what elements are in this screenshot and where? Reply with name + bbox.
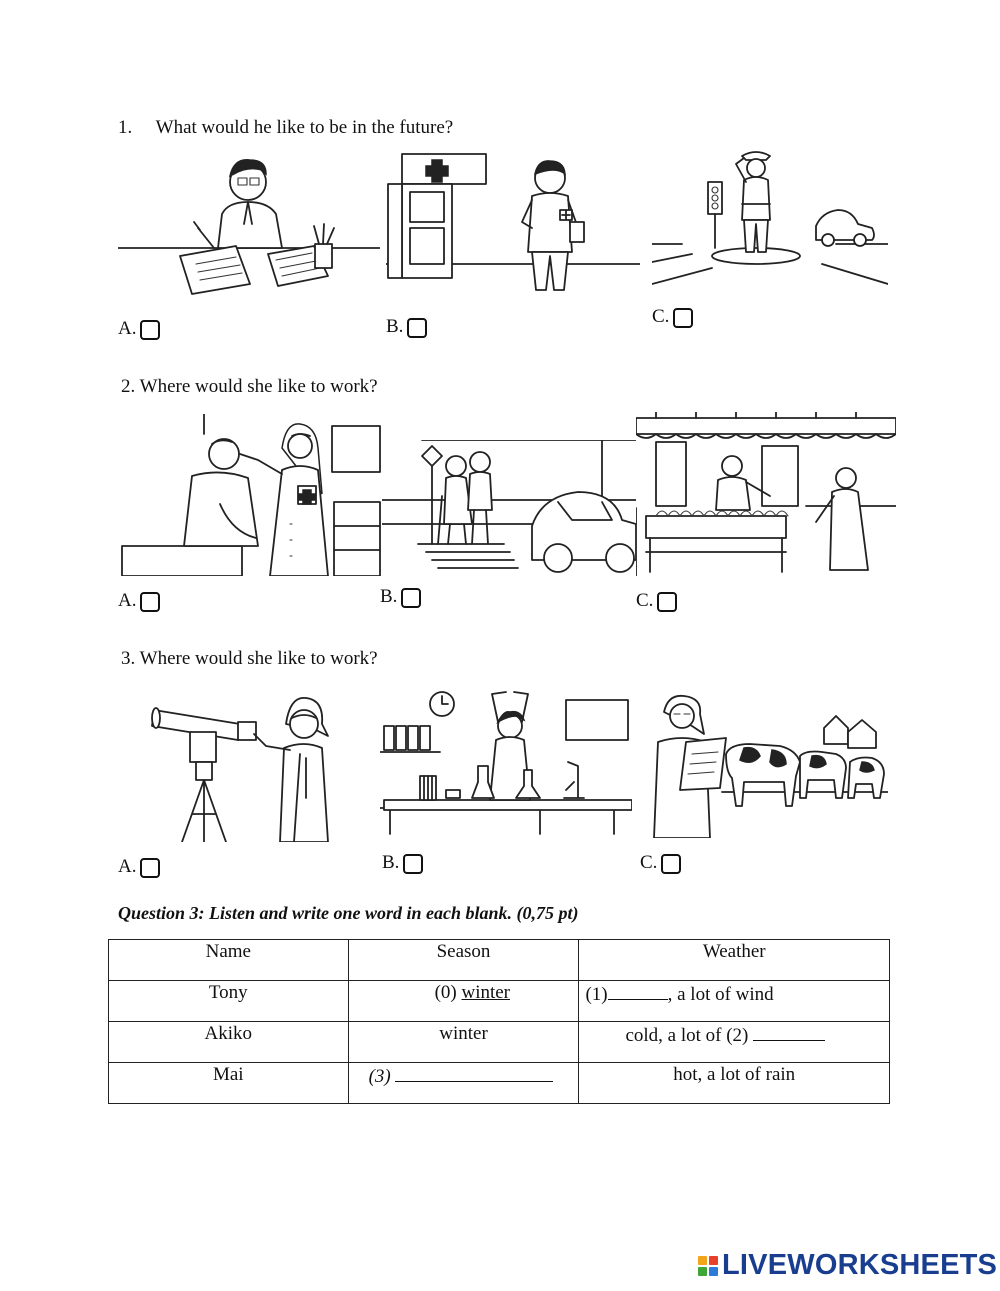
cell-name: Tony <box>109 981 349 1022</box>
question-1-text: 1. What would he like to be in the future? <box>118 117 454 138</box>
answer-blank-2[interactable] <box>753 1023 825 1041</box>
question-3-option-c-picture <box>640 694 888 838</box>
question-1-option-a-picture <box>118 152 380 298</box>
question-1-option-b <box>386 316 427 338</box>
cell-weather: hot, a lot of rain <box>579 1063 890 1104</box>
listening-table <box>108 939 890 1104</box>
cell-name: Mai <box>109 1063 349 1104</box>
question-3-option-a <box>118 856 160 878</box>
blank-number-1: (1) <box>585 984 608 1005</box>
logo-square <box>709 1267 718 1276</box>
question-1-option-b-checkbox[interactable] <box>407 318 427 338</box>
question-1-option-b-picture <box>386 152 640 298</box>
question-1-option-a-checkbox[interactable] <box>140 320 160 340</box>
question-3-option-a-checkbox[interactable] <box>140 858 160 878</box>
example-answer: winter <box>461 982 511 1003</box>
cell-weather <box>579 1022 890 1063</box>
option-letter: B. <box>382 852 400 873</box>
question-2-option-c <box>636 590 677 612</box>
logo-text: LIVEWORKSHEETS <box>722 1249 998 1281</box>
logo-grid-icon <box>698 1256 718 1276</box>
cell-weather <box>579 981 890 1022</box>
answer-blank-1[interactable] <box>608 982 668 1000</box>
question-3-option-b <box>382 852 423 874</box>
option-letter: A. <box>118 318 137 339</box>
option-letter: C. <box>652 306 670 327</box>
weather-text: cold, a lot of (2) <box>625 1025 754 1046</box>
question-1-option-c-picture <box>652 144 888 292</box>
question-3-option-b-picture <box>380 686 632 838</box>
question-2-option-b-checkbox[interactable] <box>401 588 421 608</box>
table-header-row <box>109 940 890 981</box>
cell-name: Akiko <box>109 1022 349 1063</box>
question-3-option-b-checkbox[interactable] <box>403 854 423 874</box>
question-2-option-b <box>380 586 421 608</box>
column-header-weather: Weather <box>579 940 890 981</box>
question-2-option-c-checkbox[interactable] <box>657 592 677 612</box>
question-3-option-c-checkbox[interactable] <box>661 854 681 874</box>
question-2-option-c-picture <box>636 412 896 576</box>
question-1-option-c-checkbox[interactable] <box>673 308 693 328</box>
option-letter: A. <box>118 590 137 611</box>
column-header-season: Season <box>348 940 579 981</box>
option-letter: C. <box>636 590 654 611</box>
table-row <box>109 1022 890 1063</box>
cell-season <box>348 981 579 1022</box>
logo-square <box>709 1256 718 1265</box>
cell-season: winter <box>348 1022 579 1063</box>
question-1-option-c <box>652 306 693 328</box>
answer-blank-3[interactable] <box>395 1064 553 1082</box>
option-letter: C. <box>640 852 658 873</box>
question-2-text: 2. Where would she like to work? <box>121 376 378 397</box>
weather-text: , a lot of wind <box>667 984 774 1005</box>
option-letter: B. <box>386 316 404 337</box>
question-2-option-a-picture <box>120 414 382 576</box>
column-header-name: Name <box>109 940 349 981</box>
blank-number-3: (3) <box>368 1066 396 1087</box>
question-2-option-b-picture <box>382 440 636 576</box>
question-2-option-a <box>118 590 160 612</box>
question-1-option-a <box>118 318 160 340</box>
table-row <box>109 981 890 1022</box>
question-3-option-c <box>640 852 681 874</box>
question-3-text: 3. Where would she like to work? <box>121 648 378 669</box>
question-2-option-a-checkbox[interactable] <box>140 592 160 612</box>
question-3-option-a-picture <box>150 688 332 842</box>
option-letter: B. <box>380 586 398 607</box>
question-3-section-heading: Question 3: Listen and write one word in each blank. (0,75 pt) <box>118 903 579 923</box>
logo-square <box>698 1267 707 1276</box>
option-letter: A. <box>118 856 137 877</box>
table-row <box>109 1063 890 1104</box>
liveworksheets-logo <box>698 1249 997 1282</box>
example-number: (0) <box>434 982 462 1003</box>
logo-square <box>698 1256 707 1265</box>
cell-season <box>348 1063 579 1104</box>
